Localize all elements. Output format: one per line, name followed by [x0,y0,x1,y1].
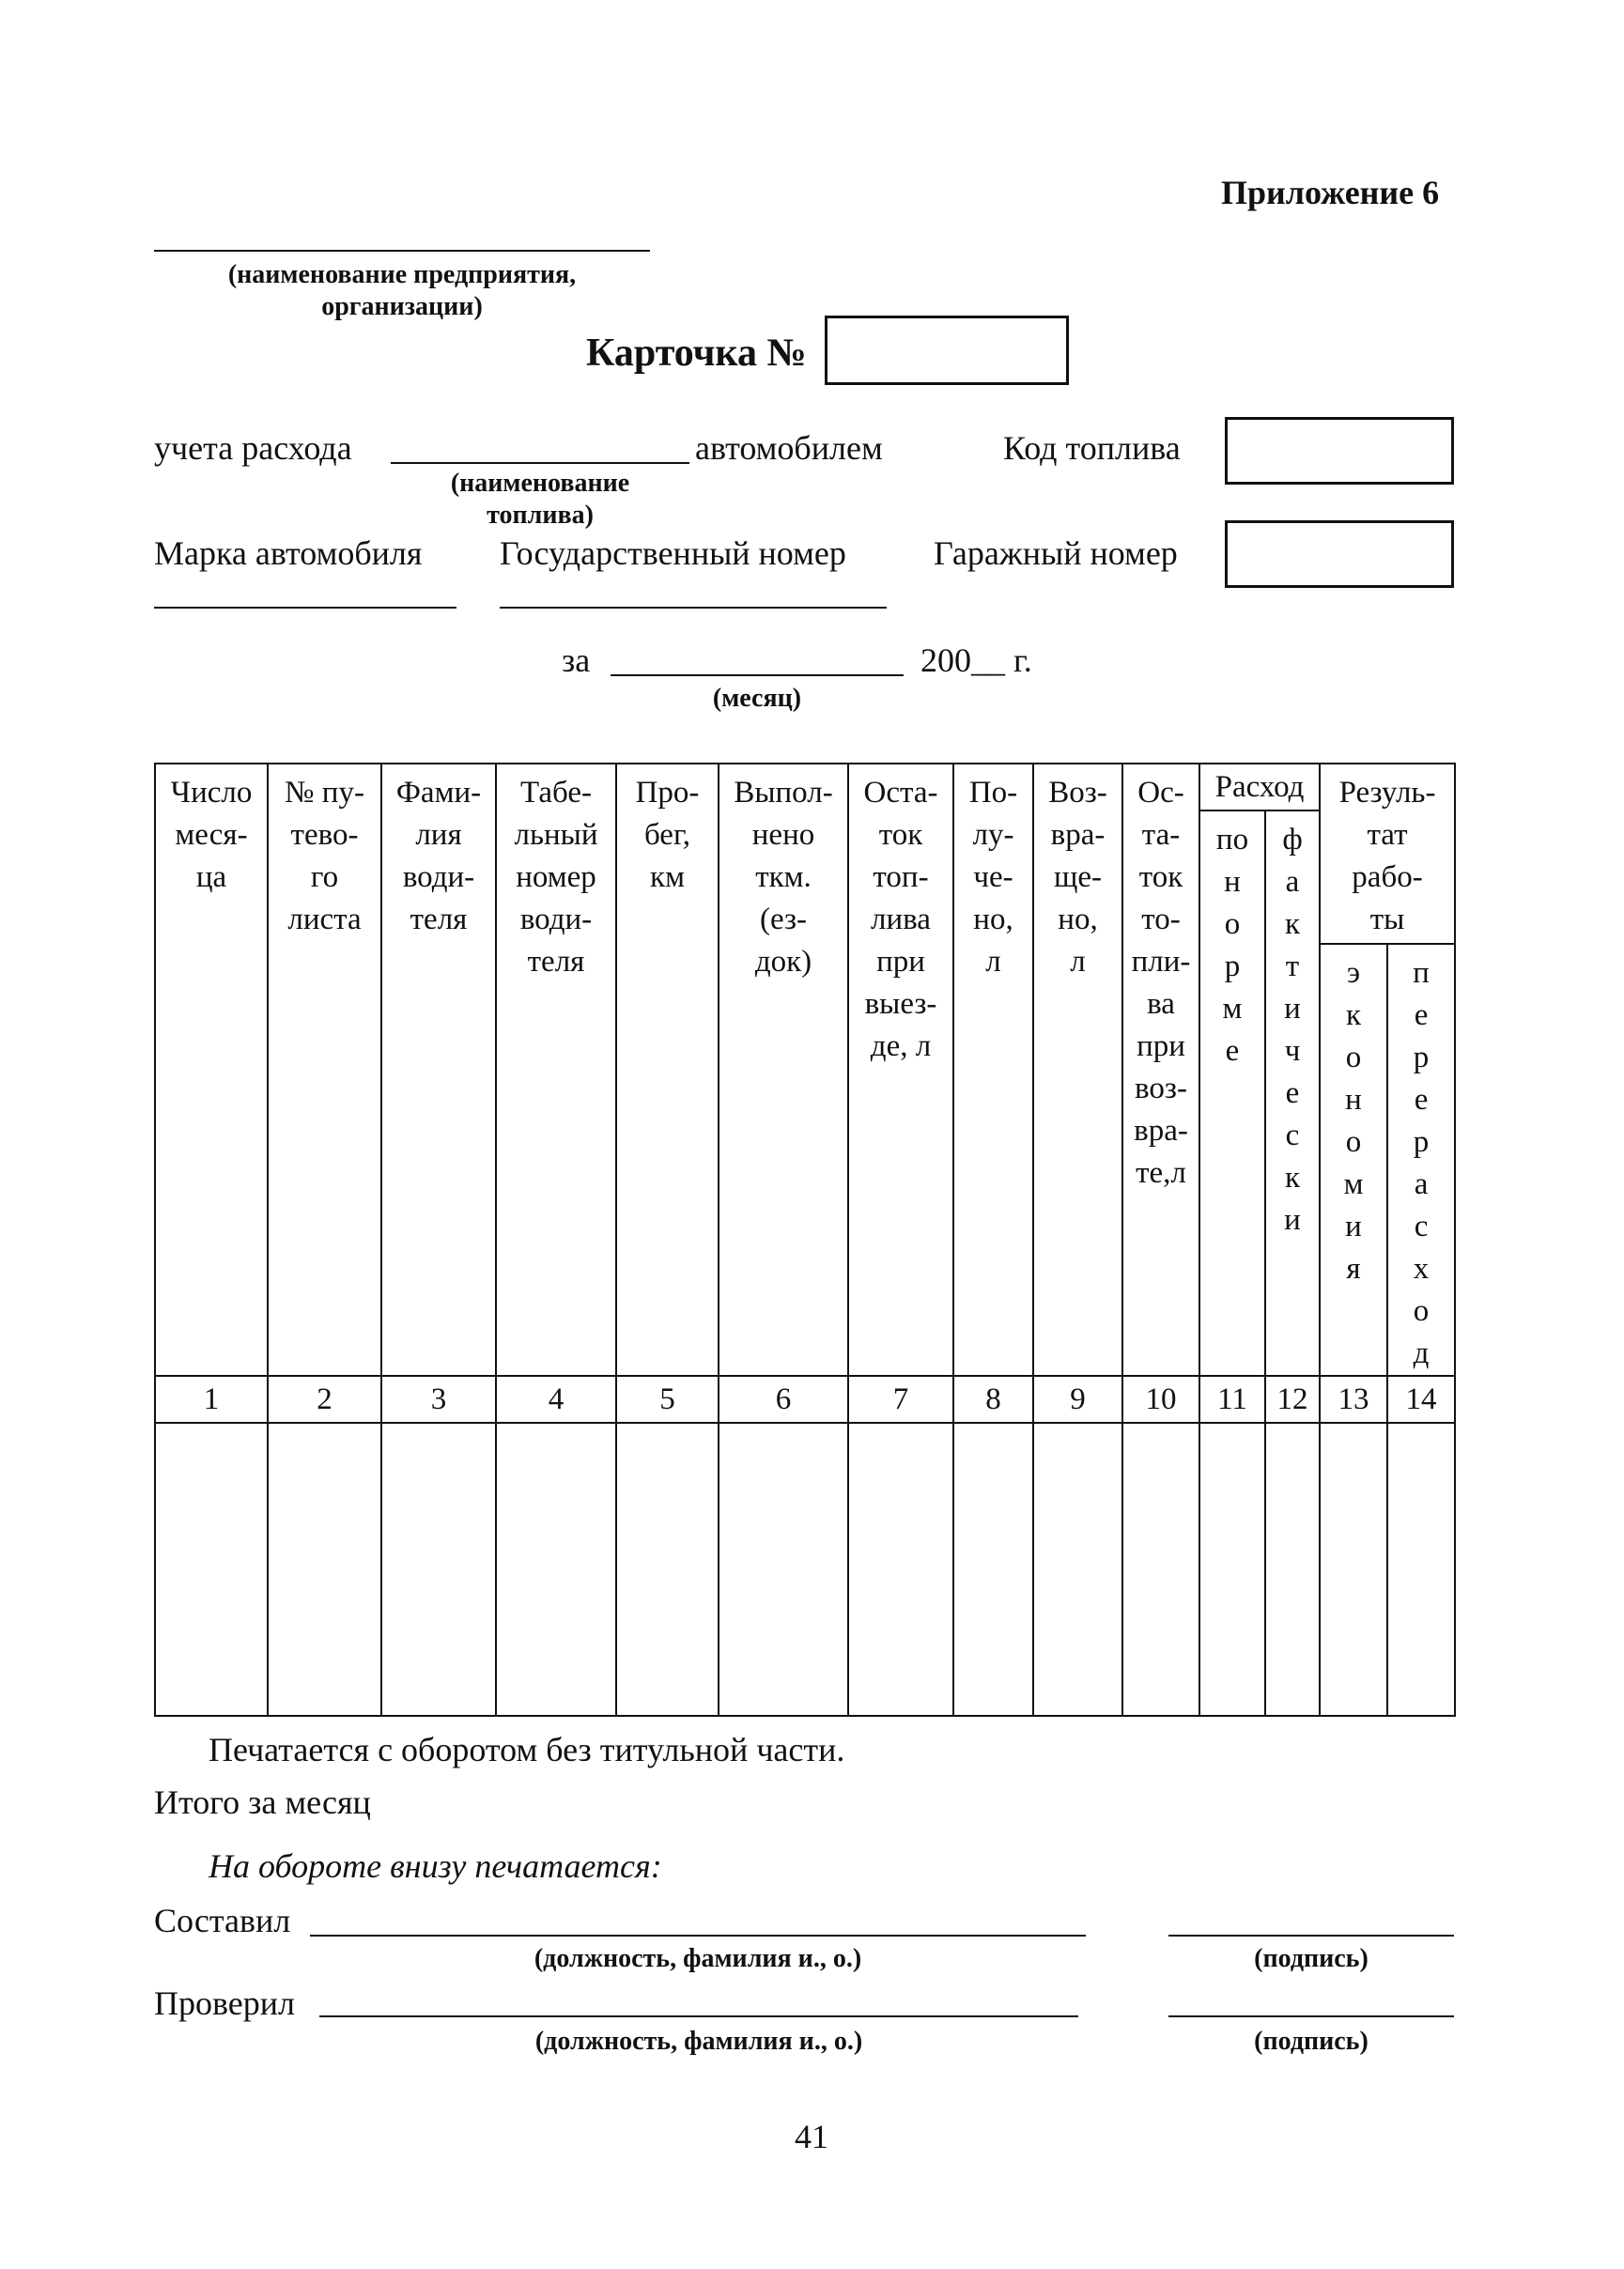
vehicle-brand-label: Марка автомобиля [154,534,423,572]
checked-by-label: Проверил [154,1984,295,2022]
data-cell[interactable] [1387,1423,1455,1716]
header-waybill-number: № пу- тево- го листа [268,764,381,1376]
data-cell[interactable] [1033,1423,1122,1716]
header-tkm-done: Выпол- нено ткм. (ез- док) [719,764,848,1376]
card-title: Карточка № [586,332,807,375]
data-cell[interactable] [719,1423,848,1716]
state-number-line [500,607,887,609]
header-consumption-actual: ф а к т и ч е с к и [1265,810,1320,1376]
fuel-name-caption: (наименование топлива) [450,469,630,530]
checked-position-caption: (должность, фамилия и., о.) [534,2027,863,2056]
print-note: Печатается с оборотом без титульной части. [209,1731,845,1768]
header-result-overuse: п е р е р а с х о д [1387,944,1455,1376]
compiled-signature-line [1168,1935,1454,1937]
data-cell[interactable] [155,1423,268,1716]
column-number: 3 [381,1376,496,1423]
column-number: 13 [1320,1376,1387,1423]
data-cell[interactable] [1265,1423,1320,1716]
fuel-suffix-label: автомобилем [695,429,883,467]
appendix-label: Приложение 6 [1221,174,1440,211]
card-number-box[interactable] [825,316,1069,385]
garage-number-box[interactable] [1225,520,1454,588]
column-number: 10 [1122,1376,1199,1423]
state-number-label: Государственный номер [500,534,846,572]
data-cell[interactable] [381,1423,496,1716]
column-number: 1 [155,1376,268,1423]
fuel-code-label: Код топлива [1003,429,1181,467]
fuel-accounting-table [154,763,1456,1717]
org-name-line [154,250,650,252]
header-day-of-month: Число меся- ца [155,764,268,1376]
header-fuel-at-departure: Оста- ток топ- лива при выез- де, л [848,764,953,1376]
compiled-signature-caption: (подпись) [1254,1944,1369,1973]
compiled-by-line [310,1935,1086,1937]
header-result-group: Резуль- тат рабо- ты [1320,764,1455,944]
checked-signature-caption: (подпись) [1254,2027,1369,2056]
compiled-position-caption: (должность, фамилия и., о.) [534,1944,862,1973]
garage-number-label: Гаражный номер [934,534,1178,572]
checked-by-line [319,2015,1078,2017]
data-cell[interactable] [268,1423,381,1716]
column-number: 12 [1265,1376,1320,1423]
compiled-by-label: Составил [154,1902,291,1939]
checked-signature-line [1168,2015,1454,2017]
data-cell[interactable] [1199,1423,1265,1716]
data-cell[interactable] [1320,1423,1387,1716]
column-number: 9 [1033,1376,1122,1423]
data-cell[interactable] [496,1423,616,1716]
header-fuel-returned: Воз- вра- ще- но, л [1033,764,1122,1376]
header-consumption-group: Расход [1199,764,1320,810]
header-driver-personnel-number: Табе- льный номер води- теля [496,764,616,1376]
header-fuel-received: По- лу- че- но, л [953,764,1033,1376]
column-number: 7 [848,1376,953,1423]
period-prefix-label: за [562,641,591,679]
fuel-name-line [391,462,689,464]
data-cell[interactable] [616,1423,719,1716]
data-cell[interactable] [1122,1423,1199,1716]
period-year-label: 200__ г. [920,641,1032,679]
reverse-side-note: На обороте внизу печатается: [209,1847,662,1885]
org-caption: (наименование предприятия, организации) [227,260,577,321]
vehicle-brand-line [154,607,456,609]
month-line [611,674,904,676]
column-number: 6 [719,1376,848,1423]
column-number: 11 [1199,1376,1265,1423]
page-number: 41 [795,2118,828,2155]
column-number: 14 [1387,1376,1455,1423]
header-mileage: Про- бег, км [616,764,719,1376]
column-number: 2 [268,1376,381,1423]
total-for-month-label: Итого за месяц [154,1783,371,1821]
column-number: 5 [616,1376,719,1423]
column-number: 8 [953,1376,1033,1423]
header-consumption-norm: по н о р м е [1199,810,1265,1376]
column-number: 4 [496,1376,616,1423]
month-caption: (месяц) [712,684,802,713]
header-result-economy: э к о н о м и я [1320,944,1387,1376]
header-driver-surname: Фами- лия води- теля [381,764,496,1376]
data-cell[interactable] [848,1423,953,1716]
fuel-code-box[interactable] [1225,417,1454,485]
data-cell[interactable] [953,1423,1033,1716]
fuel-prefix-label: учета расхода [154,429,352,467]
header-fuel-at-return: Ос- та- ток то- пли- ва при воз- вра- те,л [1122,764,1199,1376]
